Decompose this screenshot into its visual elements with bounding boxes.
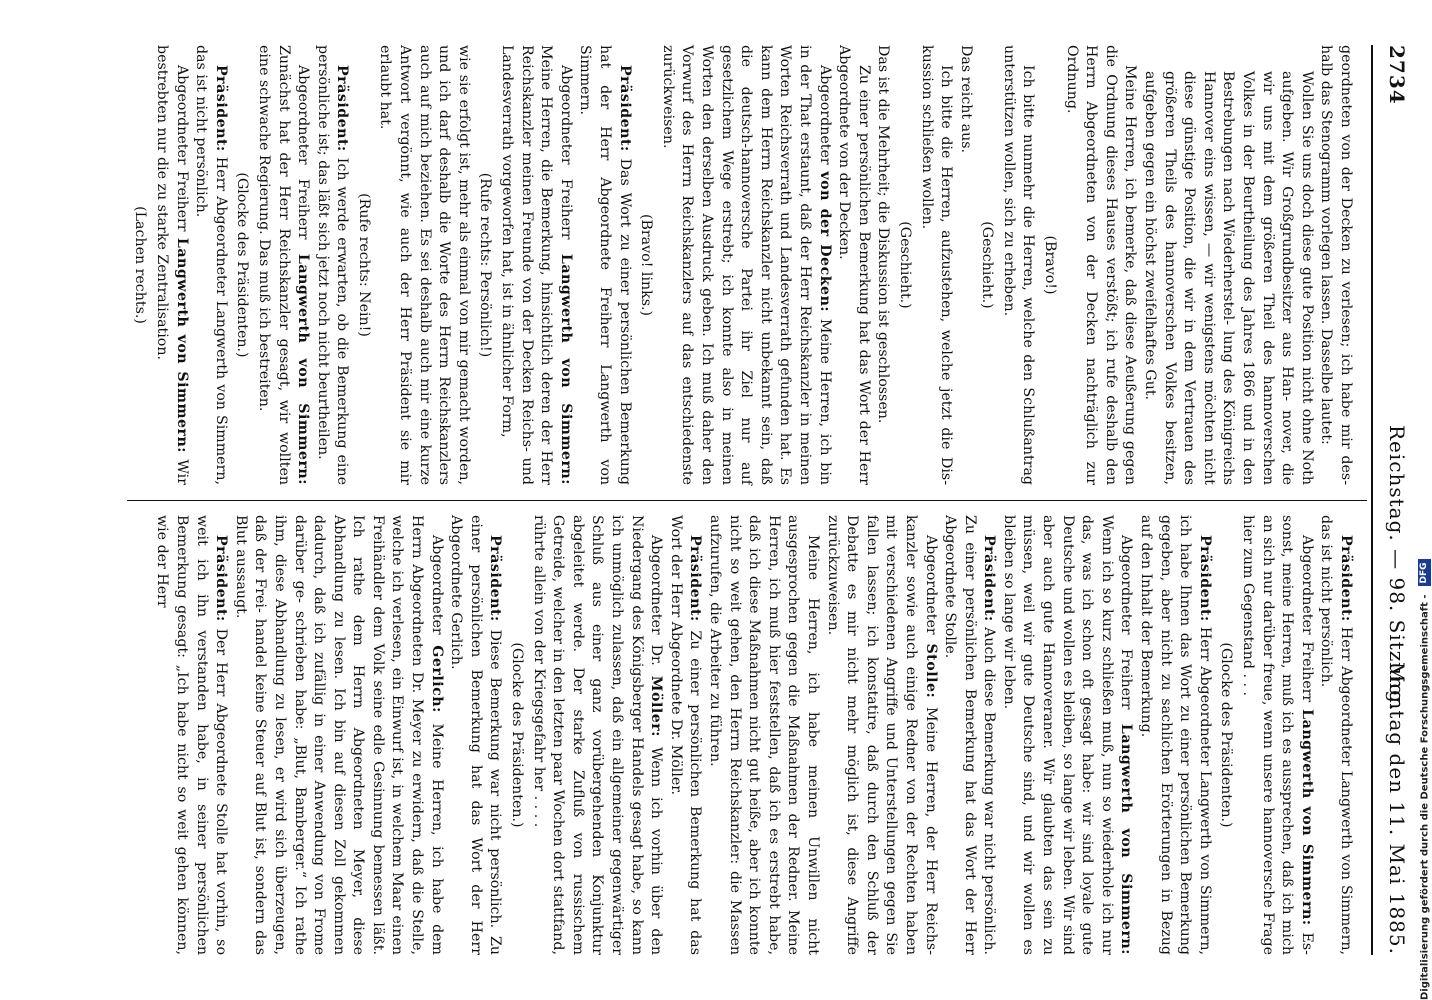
left-text-column	[132, 45, 1355, 485]
column-divider	[127, 500, 1367, 501]
stage-direction: (Glocke des Präsidenten.)	[509, 642, 526, 828]
paragraph: Meine Herren, ich bemerke, daß diese Aeußerung gegen die Ordnung dieses Hauses verstößt; ich rufe deshalb den Herrn Abgeordneten von der Decken nachträglich zur Ordnung.	[1063, 45, 1139, 485]
stage-direction: (Glocke des Präsidenten.)	[234, 172, 251, 358]
session-date: Montag den 11. Mai 1885.	[1385, 662, 1409, 955]
stage-direction: (Rufe rechts: Persönlich!)	[477, 172, 494, 358]
page-header	[1377, 45, 1415, 955]
stage-direction: (Lachen rechts.)	[132, 206, 149, 324]
paragraph: Abgeordneter Dr. Möller: Wenn ich vorhin über den Niedergang des Königsberger Handels gesagt habe, so kann ich unmöglich zulassen, daß ein allgemeiner gegenwärtiger Schluß aus einer ganz vorübergehenden Konjunktur abgeleitet werde. Der starke Zufluß von russischem Getreide, welcher in den letzten paar Wochen dort stattfand, rührte allein von der Kriegsgefahr her . . . .	[530, 515, 665, 955]
stage-direction: (Glocke des Präsidenten.)	[1218, 642, 1235, 828]
header-rule	[1371, 45, 1373, 955]
paragraph: Präsident: Diese Bemerkung war nicht persönlich. Zu einer persönlichen Bemerkung hat das Wort der Herr Abgeordnete Gerlich.	[448, 515, 504, 955]
paragraph: geordneten von der Decken zu verlesen; ich habe mir des- halb das Stenogramm vorlegen lassen. Dasselbe lautet:	[1318, 45, 1354, 485]
paragraph: Meine Herren, ich habe meinen Unwillen nicht ausgesprochen gegen die Maßnahmen der Redner. Meine Herren, ich muß hier feststellen, daß ich es erstrebt habe, daß ich diese Maßnahmen nicht gut heiße, aber ich konnte nicht so weit gehen, den Herrn Reichskanzler: die Massen aufzurufen, die Arbeiter zu führen.	[707, 515, 821, 955]
paragraph: Abgeordneter von der Decken: Meine Herren, ich bin in der That erstaunt, daß der Herr Reichskanzler in meinen Worten Reichsverrath und Landesverrath gefunden hat. Es kann dem Herrn Reichskanzler nicht unbekannt sein, daß die deutsch-hannoversche Partei ihr Ziel nur auf gesetzlichem Wege erstrebt; ich konnte also in meinen Worten den derselben Ausdruck geben. Ich muß daher den Vorwurf des Herrn Reichskanzlers auf das entschiedenste zurückweisen.	[659, 45, 833, 485]
paragraph: Präsident: Herr Abgeordneter Langwerth von Simmern, ich habe Ihnen das Wort zu einer persönlichen Bemerkung gegeben, aber nicht zu sachlichen Erörterungen in Bezug auf den Inhalt der Bemerkung.	[1138, 515, 1213, 955]
paragraph: Präsident: Herr Abgeordneter Langwerth von Simmern, das ist nicht persönlich.	[193, 45, 229, 485]
paragraph: Abgeordneter Freiherr Langwerth von Simmern: Es- sonst, meine Herren, muß ich es aussprechen, daß ich mich an sich nur darüber freue, wenn unsere hannoversche Frage hier zum Gegenstand . . .	[1240, 515, 1315, 955]
paragraph: Abgeordneter Freiherr Langwerth von Simmern: Meine Herren, die Bemerkung, hinsichtlich deren der Herr Reichskanzler meinen Freunde von der Decken Reichs- und Landesverrath vorgeworfen hat, ist in ähnlicher Form,	[499, 45, 574, 485]
paragraph: Präsident: Der Herr Abgeordnete Stolle hat vorhin, so weit ich ihn verstanden habe, in seiner persönlichen Bemerkung gesagt: „Ich habe nicht so weit gehen können, wie der Herr	[154, 515, 230, 955]
paragraph: Abgeordneter Freiherr Langwerth von Simmern: Wir bestrebten nur die zu starke Zentralisation.	[153, 45, 190, 485]
paragraph: Abgeordneter Freiherr Langwerth von Simmern: Wenn ich so kurz schließen muß, nun so wiederhole ich nur das, was ich schon oft gesagt habe: wir sind loyale gute Deutsche und wollen es bleiben, so lange wir leben. Wir sind aber auch gute Hannoveraner. Wir glaubten das sein zu müssen, weil wir gute Deutsche sind, und wir wollen es bleiben so lange wir leben.	[1000, 515, 1135, 955]
right-text-column	[135, 515, 1355, 955]
paragraph: Das reicht aus.	[957, 45, 974, 154]
paragraph: Präsident: Das Wort zu einer persönlichen Bemerkung hat der Herr Abgeordnete Freiherr Langwerth von Simmern.	[577, 45, 633, 485]
paragraph: Abgeordneter Freiherr Langwerth von Simmern: Zunächst hat der Herr Reichskanzler gesagt, wir wollten eine schwache Regierung. Das muß ich bestreiten.	[255, 45, 312, 485]
stage-direction: (Bravo!)	[1042, 235, 1059, 295]
paragraph: Präsident: Herr Abgeordneter Langwerth von Simmern, das ist nicht persönlich.	[1318, 515, 1354, 955]
digitization-footer	[1416, 0, 1432, 1000]
paragraph: wie sie erfolgt ist, mehr als einmal von mir gemacht worden, und ich darf deshalb die Worte des Herrn Reichskanzlers auch auf mich beziehen. Es sei deshalb auch mir eine kurze Antwort vergönnt, wie auch der Herr Präsident sie mir erlaubt hat.	[377, 45, 472, 485]
scanned-page	[115, 0, 1415, 1000]
dfg-logo: DFG	[1418, 559, 1431, 586]
page-number: 2734	[1385, 45, 1409, 105]
stage-direction: (Geschieht.)	[979, 221, 996, 309]
paragraph: Präsident: Ich werde erwarten, ob die Bemerkung eine persönliche ist; das läßt sich jetzt noch nicht beurtheilen.	[314, 45, 351, 485]
paragraph: Abgeordneter Gerlich: Meine Herren, ich habe dem Herrn Abgeordneten Dr. Meyer zu erwidern, daß die Stelle, welche ich verlesen, ein Einwurf ist, in welchem Maar einen Freihändler dem Volk seine edle Gesinnung bemessen läßt. Ich rathe dem Herrn Abgeordneten Meyer, diese Abhandlung zu lesen. Ich bin auf diesen Zoll gekommen dadurch, daß ich zufällig in einer Anwendung von Frome darüber ge- schrieben habe: „Blut, Bamberger.“ Ich rathe ihm, diese Abhandlung zu lesen, er wird sich überzeugen, daß der Frei- handel keine Steuer auf Blut ist, sondern das Blut aussaugt.	[232, 515, 445, 956]
paragraph: Abgeordneter Stolle: Meine Herren, der Herr Reichs- kanzler sowie auch einige Redner von der Rechten haben mit verschiedenen Angriffe und Unterstellungen gegen Sie fallen lassen; ich konstatire, daß durch den Schluß der Debatte es mir nicht mehr möglich ist, diese Angriffe zurückzuweisen.	[824, 515, 939, 955]
session-title: Reichstag. — 98. Sitzung.	[1385, 425, 1409, 712]
stage-direction: (Geschieht.)	[896, 221, 913, 309]
footer-credit: Digitalisierung gefördert durch die Deutsche Forschungsgemeinschaft -	[1419, 594, 1431, 1000]
paragraph: Ich bitte die Herren, aufzustehen, welche jetzt die Dis- kussion schließen wollen.	[918, 45, 955, 485]
paragraph: Ich bitte nunmehr die Herren, welche den Schlußantrag unterstützen wollen, sich zu erheben.	[1000, 45, 1037, 485]
paragraph: Präsident: Auch diese Bemerkung war nicht persönlich. Zu einer persönlichen Bemerkung hat das Wort der Herr Abgeordnete Stolle.	[942, 515, 998, 955]
paragraph: Wollen Sie uns doch diese gute Position nicht ohne Noth aufgeben. Wir Großgrundbesitzer aus Han- nover, die wir uns mit dem größeren Theil des hannoverschen Volkes in der Beurtheilung des Jahres 1866 und in den Bestrebungen nach Wiederherstel- lung des Königreichs Hannover eins wissen, — wir wenigstens möchten nicht diese günstige Position, die wir in dem Vertrauen des größeren Theils des hannoverschen Volkes besitzen, aufgeben gegen ein höchst zweifelhaftes Gut.	[1142, 71, 1315, 485]
footer-text-wrap	[1418, 0, 1431, 1000]
paragraph: Zu einer persönlichen Bemerkung hat das Wort der Herr Abgeordnete von der Decken.	[836, 45, 872, 485]
paragraph: Das ist die Mehrheit; die Diskussion ist geschlossen.	[875, 45, 892, 424]
stage-direction: (Bravo! links.)	[638, 213, 655, 317]
paragraph: Präsident: Zu einer persönlichen Bemerkung hat das Wort der Herr Abgeordnete Dr. Möller.	[667, 515, 704, 955]
stage-direction: (Rufe rechts: Nein!)	[355, 193, 372, 337]
